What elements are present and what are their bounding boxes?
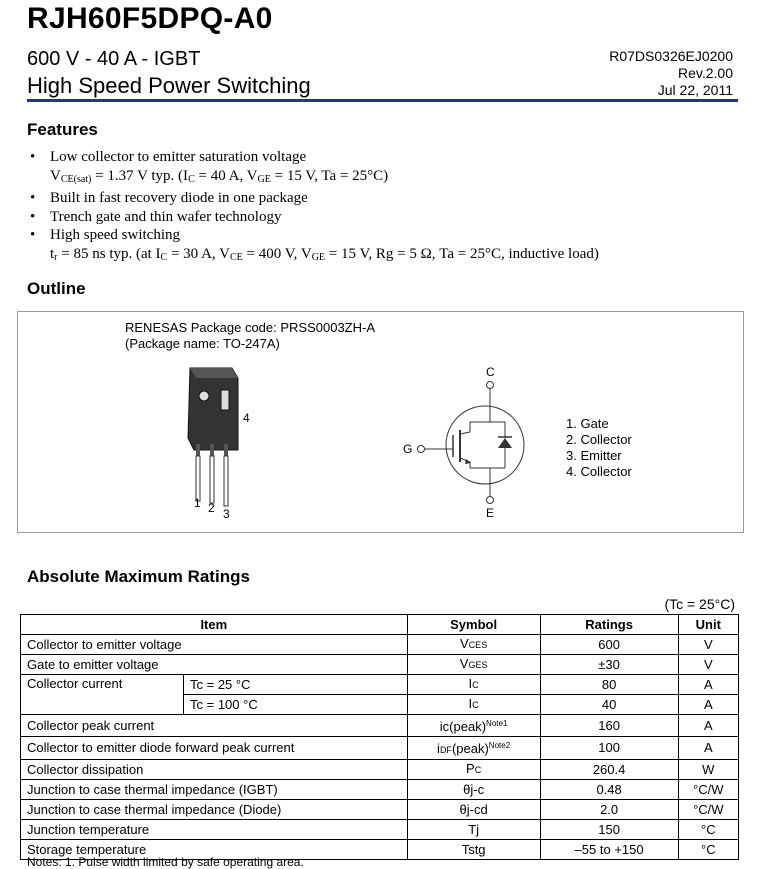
rating-summary: 600 V - 40 A - IGBT	[27, 48, 201, 70]
feature-item: • Trench gate and thin wafer technology	[30, 208, 282, 225]
table-row: Collector to emitter voltage VCES 600 V	[21, 635, 739, 655]
revision: Rev.2.00	[678, 65, 733, 81]
table-row: Collector dissipation PC 260.4 W	[21, 760, 739, 780]
tr-spec: $t_r = 85$ ns typ. (at $I_C = 30$ A, $V_{CE} = 400$ V, $V_{GE} = 15$ V, Rg = 5 Ω, Ta = 25°C, inductive load)	[50, 245, 599, 263]
table-row: Storage temperature Tstg –55 to +150 °C	[21, 840, 739, 860]
pin-item: 4. Collector	[566, 464, 632, 479]
igbt-symbol	[395, 362, 525, 522]
table-row: Junction temperature Tj 150 °C	[21, 820, 739, 840]
part-number: RJH60F5DPQ-A0	[27, 2, 273, 35]
table-row: Collector peak current ic(peak)$^{Note1}$ 160 A	[21, 715, 739, 737]
pin-item: 2. Collector	[566, 432, 632, 447]
device-description: High Speed Power Switching	[27, 73, 311, 98]
col-unit: Unit	[678, 615, 738, 635]
pin-label-1: 1	[194, 496, 201, 510]
header-rule	[27, 99, 738, 102]
pin-legend	[566, 416, 632, 480]
table-row: Junction to case thermal impedance (IGBT) θj-c 0.48 °C/W	[21, 780, 739, 800]
date: Jul 22, 2011	[657, 82, 733, 98]
gate-terminal-label: G	[403, 442, 413, 456]
table-notes: Notes: 1. Pulse width limited by safe operating area.	[27, 855, 304, 869]
table-row: Gate to emitter voltage VGES ±30 V	[21, 655, 739, 675]
document-number: R07DS0326EJ0200	[609, 48, 733, 64]
table-row: Collector to emitter diode forward peak current iDF(peak)$^{Note2}$ 100 A	[21, 737, 739, 760]
features-heading: Features	[27, 120, 98, 139]
ratings-heading: Absolute Maximum Ratings	[27, 567, 250, 586]
package-name: (Package name: TO-247A)	[125, 336, 280, 351]
features-list	[30, 148, 730, 267]
features-list-wrap	[30, 148, 730, 267]
pin-item: 1. Gate	[566, 416, 609, 431]
package-drawing	[180, 360, 260, 525]
package-info	[125, 320, 375, 352]
table-header-row	[21, 615, 739, 635]
document-info	[609, 48, 733, 99]
vce-spec: $V_{CE(sat)} = 1.37$ V typ. ($I_C = 40$ A, $V_{GE} = 15$ V, Ta = 25°C)	[50, 167, 389, 185]
feature-item: • Built in fast recovery diode in one package	[30, 190, 308, 206]
table-row: Tc = 100 °C IC 40 A	[21, 695, 739, 715]
col-ratings: Ratings	[540, 615, 678, 635]
pin-label-3: 3	[223, 507, 230, 521]
table-row: Collector current Tc = 25 °C IC 80 A	[21, 675, 739, 695]
pin-label-4: 4	[243, 411, 250, 425]
col-item: Item	[21, 615, 408, 635]
collector-terminal-label: C	[486, 365, 495, 379]
col-symbol: Symbol	[407, 615, 540, 635]
feature-item: • High speed switching $t_r = 85$ ns typ. (at $I_C = 30$ A, $V_{CE} = 400$ V, $V_{GE} = 15$ V, Rg = 5 Ω, Ta = 25°C, inductive load)	[30, 227, 599, 263]
emitter-terminal-label: E	[486, 506, 495, 520]
pin-item: 3. Emitter	[566, 448, 622, 463]
ratings-table	[20, 614, 739, 860]
outline-heading: Outline	[27, 279, 86, 298]
pin-label-2: 2	[208, 501, 215, 515]
feature-item: • Low collector to emitter saturation voltage $V_{CE(sat)} = 1.37$ V typ. ($I_C = 40$ A, $V_{GE} = 15$ V, Ta = 25°C)	[30, 149, 389, 185]
table-row: Junction to case thermal impedance (Diode) θj-cd 2.0 °C/W	[21, 800, 739, 820]
package-code: RENESAS Package code: PRSS0003ZH-A	[125, 320, 376, 335]
ratings-condition: (Tc = 25°C)	[664, 596, 735, 612]
